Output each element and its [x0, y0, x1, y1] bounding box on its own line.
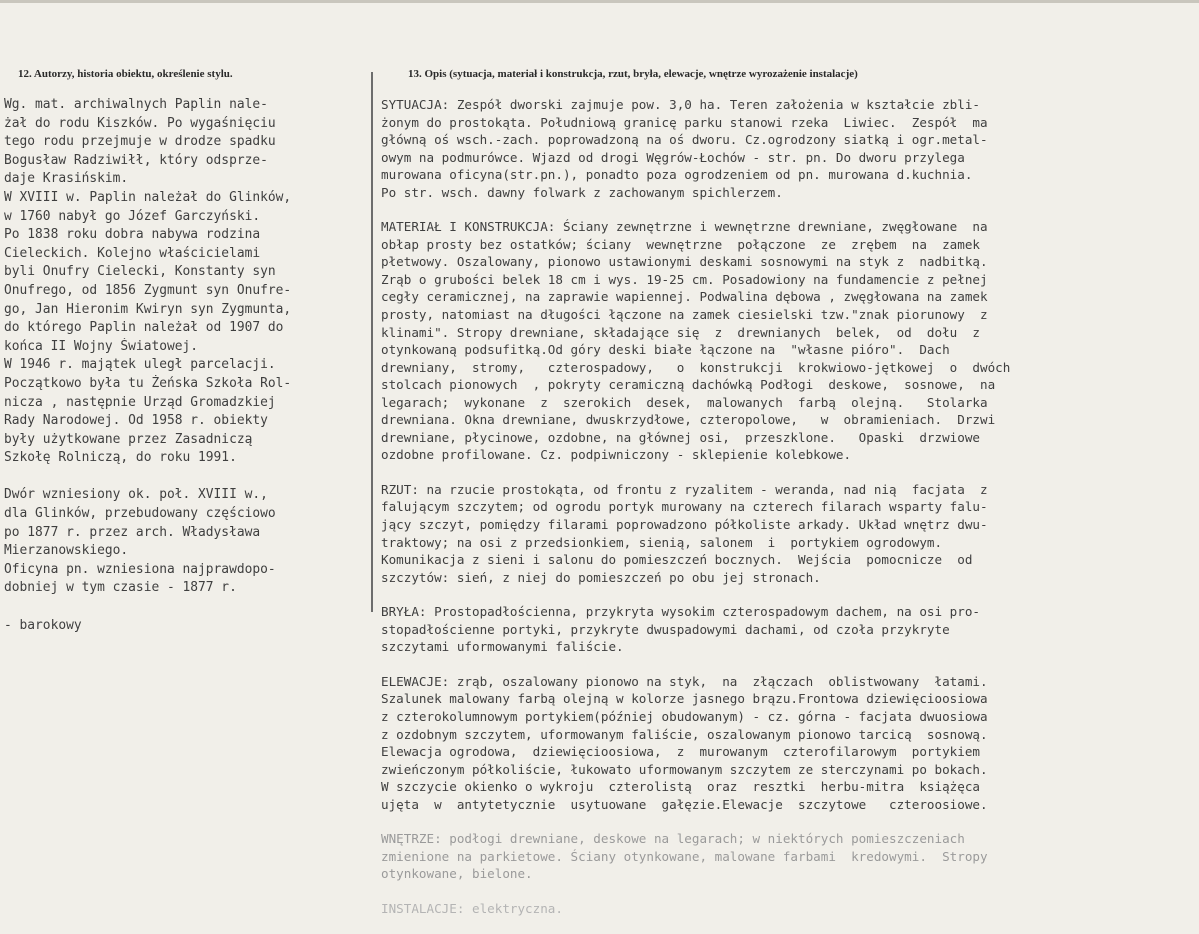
- history-text-line: dla Glinków, przebudowany częściowo: [4, 506, 276, 522]
- description-text-line: z czterokolumnowym portykiem(później obudowanym) - cz. górna - facjata dwuosiowa: [381, 708, 988, 724]
- history-text-line: Cieleckich. Kolejno właścicielami: [4, 245, 261, 261]
- description-text-line: drewniany, stromy, czterospadowy, o konstrukcji krokwiowo-jętkowej o dwóch: [381, 359, 1011, 375]
- history-text-line: nicza , następnie Urząd Gromadzkiej: [4, 394, 276, 410]
- description-text-line: zwieńczonym półkoliście, łukowato uformowanym szczytem ze sterczynami po bokach.: [381, 761, 988, 777]
- history-column: [4, 96, 366, 635]
- section-elewacje: [381, 673, 1197, 813]
- description-text-line: legarach; wykonane z szerokich desek, malowanych farbą olejną. Stolarka: [381, 394, 988, 410]
- history-text-line: - barokowy: [4, 617, 82, 633]
- history-text-line: Oficyna pn. wzniesiona najprawdopo-: [4, 561, 276, 577]
- description-text-line: żonym do prostokąta. Południową granicę parku stanowi rzeka Liwiec. Zespół ma: [381, 114, 988, 130]
- history-text-line: Mierzanowskiego.: [4, 543, 129, 559]
- history-text-line: W XVIII w. Paplin należał do Glinków,: [4, 189, 292, 205]
- description-text-line: MATERIAŁ I KONSTRUKCJA: Ściany zewnętrzne i wewnętrzne drewniane, zwęgłowane na: [381, 219, 988, 235]
- description-text-line: klinami". Stropy drewniane, składające się z drewnianych belek, od dołu z: [381, 324, 980, 340]
- history-text-line: tego rodu przejmuje w drodze spadku: [4, 134, 276, 150]
- section-12-heading: 12. Autorzy, historia obiektu, określenie stylu.: [18, 68, 233, 80]
- description-text-line: zmienione na parkietowe. Ściany otynkowane, malowane farbami kredowymi. Stropy: [381, 848, 988, 864]
- description-text-line: owym na podmurówce. Wjazd od drogi Węgrów-Łochów - str. pn. Do dworu przylega: [381, 149, 965, 165]
- description-text-line: Szalunek malowany farbą olejną w kolorze jasnego brązu.Frontowa dziewięcioosiowa: [381, 691, 988, 707]
- description-text-line: murowana oficyna(str.pn.), ponadto poza ogrodzeniem od pn. murowana d.kuchnia.: [381, 167, 973, 183]
- description-text-line: główną oś wsch.-zach. poprowadzoną na oś dworu. Cz.ogrodzony siatką i ogr.metal-: [381, 132, 988, 148]
- description-text-line: Komunikacja z sieni i salonu do pomieszczeń bocznych. Wejścia pomocnicze od: [381, 552, 973, 568]
- history-text-line: żał do rodu Kiszków. Po wygaśnięciu: [4, 115, 276, 131]
- history-text-line: Wg. mat. archiwalnych Paplin nale-: [4, 97, 268, 112]
- history-text-line: po 1877 r. przez arch. Władysława: [4, 524, 261, 540]
- description-text-line: prosty, natomiast na długości łączone na zamek ciesielski tzw."znak piorunowy z: [381, 307, 988, 323]
- description-text-line: WNĘTRZE: podłogi drewniane, deskowe na legarach; w niektórych pomieszczeniach: [381, 831, 965, 847]
- description-text-line: traktowy; na osi z przedsionkiem, sienią, salonem i portykiem ogrodowym.: [381, 534, 943, 550]
- column-divider: [371, 72, 373, 612]
- history-text-line: Rady Narodowej. Od 1958 r. obiekty: [4, 413, 268, 429]
- description-text-line: RZUT: na rzucie prostokąta, od frontu z ryzalitem - weranda, nad nią facjata z: [381, 481, 988, 497]
- description-text-line: jący szczyt, pomiędzy filarami poprowadzono półkoliste arkady. Układ wnętrz dwu-: [381, 517, 988, 533]
- description-text-line: szczytów: sień, z niej do pomieszczeń po obu jej stronach.: [381, 569, 821, 585]
- history-text-line: do którego Paplin należał od 1907 do: [4, 320, 284, 336]
- description-text-line: Zrąb o grubości belek 18 cm i wys. 19-25 cm. Posadowiony na fundamencie z pełnej: [381, 271, 988, 287]
- history-text-line: Onufrego, od 1856 Zygmunt syn Onufre-: [4, 282, 292, 298]
- history-text-line: Początkowo była tu Żeńska Szkoła Rol-: [4, 375, 292, 391]
- description-text-line: SYTUACJA: Zespół dworski zajmuje pow. 3,0 ha. Teren założenia w kształcie zbli-: [381, 97, 980, 112]
- history-text-line: końca II Wojny Światowej.: [4, 338, 199, 354]
- section-bryla: [381, 603, 1197, 656]
- section-sytuacja: [381, 96, 1197, 201]
- description-text-line: cegły ceramicznej, na zaprawie wapiennej. Podwalina dębowa , zwęgłowana na zamek: [381, 289, 988, 305]
- history-text-line: go, Jan Hieronim Kwiryn syn Zygmunta,: [4, 301, 292, 317]
- description-text-line: Po str. wsch. dawny folwark z zachowanym spichlerzem.: [381, 184, 783, 200]
- description-text-line: drewniane, płycinowe, ozdobne, na głównej osi, przeszklone. Opaski drzwiowe: [381, 429, 980, 445]
- history-text-line: były użytkowane przez Zasadniczą: [4, 431, 253, 447]
- history-text-line: byli Onufry Cielecki, Konstanty syn: [4, 264, 276, 280]
- description-text-line: W szczycie okienko o wykroju czterolistą oraz resztki herbu-mitra książęca: [381, 779, 980, 795]
- description-text-line: ujęta w antytetycznie usytuowane gałęzie.Elewacje szczytowe czteroosiowe.: [381, 796, 988, 812]
- description-text-line: drewniana. Okna drewniane, dwuskrzydłowe, czteropolowe, w obramieniach. Drzwi: [381, 412, 996, 428]
- section-rzut: [381, 481, 1197, 586]
- blank-line: [4, 468, 366, 487]
- history-text-line: daje Krasińskim.: [4, 171, 129, 187]
- history-text-line: Szkołę Rolniczą, do roku 1991.: [4, 450, 237, 466]
- description-column: [381, 96, 1197, 934]
- history-text-line: w 1760 nabył go Józef Garczyński.: [4, 208, 261, 224]
- history-text-line: dobniej w tym czasie - 1877 r.: [4, 580, 237, 596]
- section-instalacje: [381, 900, 1197, 918]
- description-text-line: z ozdobnym szczytem, uformowanym faliście, oszalowanym pionowo tarcicą sosnową.: [381, 726, 988, 742]
- description-text-line: falującym szczytem; od ogrodu portyk murowany na czterech filarach wsparty falu-: [381, 499, 988, 515]
- description-text-line: obłap prosty bez ostatków; ściany wewnętrzne połączone ze zrębem na zamek: [381, 236, 980, 252]
- blank-line: [4, 598, 366, 617]
- description-text-line: szczytami uformowanymi faliście.: [381, 639, 624, 655]
- description-text-line: ELEWACJE: zrąb, oszalowany pionowo na styk, na złączach oblistwowany łatami.: [381, 673, 988, 689]
- history-text-line: W 1946 r. majątek uległ parcelacji.: [4, 357, 276, 373]
- section-material: [381, 218, 1197, 464]
- description-text-line: otynkowaną podsufitką.Od góry deski białe łączone na "własne pióro". Dach: [381, 342, 950, 358]
- description-text-line: otynkowane, bielone.: [381, 866, 533, 882]
- history-text-line: Po 1838 roku dobra nabywa rodzina: [4, 227, 261, 243]
- description-text-line: stopadłościenne portyki, przykryte dwuspadowymi dachami, od czoła przykryte: [381, 621, 950, 637]
- section-13-heading: 13. Opis (sytuacja, materiał i konstrukcja, rzut, bryła, elewacje, wnętrze wyrozażenie instalacje): [408, 68, 858, 80]
- history-text-line: Bogusław Radziwiłł, który odsprze-: [4, 152, 268, 168]
- description-text-line: BRYŁA: Prostopadłościenna, przykryta wysokim czterospadowym dachem, na osi pro-: [381, 604, 980, 620]
- description-text-line: płetwowy. Oszalowany, pionowo ustawionymi deskami sosnowymi na styk z nadbitką.: [381, 254, 988, 270]
- description-text-line: INSTALACJE: elektryczna.: [381, 900, 563, 916]
- description-text-line: Elewacja ogrodowa, dziewięcioosiowa, z murowanym czterofilarowym portykiem: [381, 744, 980, 760]
- description-text-line: stolcach pionowych , pokryty ceramiczną dachówką Podłogi deskowe, sosnowe, na: [381, 377, 996, 393]
- section-wnetrze: [381, 830, 1197, 883]
- description-text-line: ozdobne profilowane. Cz. podpiwniczony - sklepienie kolebkowe.: [381, 447, 852, 463]
- page-top-edge: [0, 0, 1199, 3]
- history-text-line: Dwór wzniesiony ok. poł. XVIII w.,: [4, 487, 268, 503]
